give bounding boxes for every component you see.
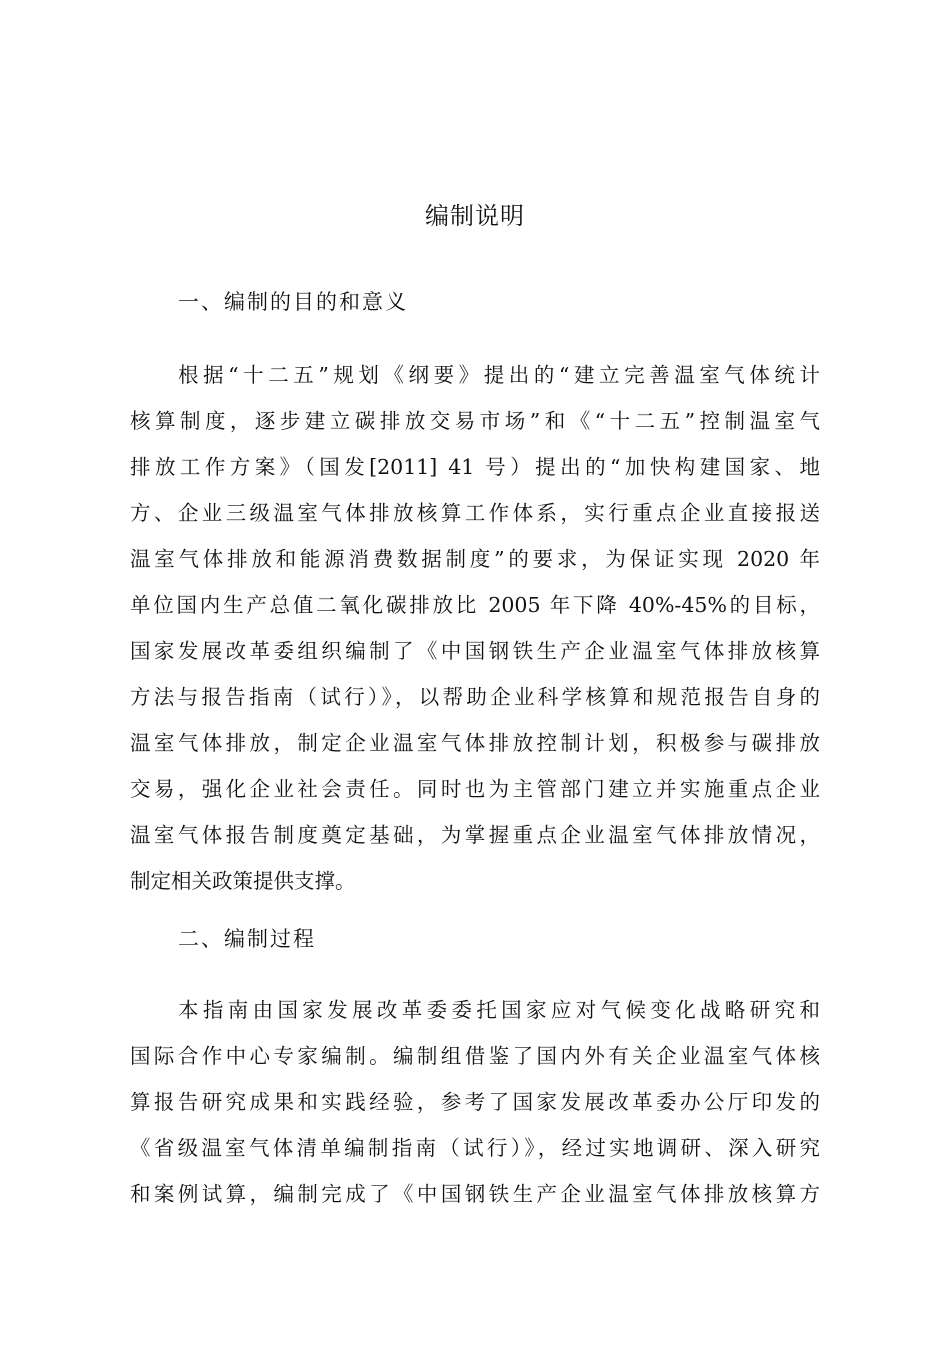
section-heading-purpose: 一、编制的目的和意义 bbox=[178, 290, 408, 314]
text-line: 方法与报告指南（试行）》，以帮助企业科学核算和规范报告自身的 bbox=[130, 685, 820, 709]
paragraph-purpose bbox=[130, 352, 820, 904]
section-heading-process: 二、编制过程 bbox=[178, 927, 316, 951]
text-line: 温室气体排放，制定企业温室气体排放控制计划，积极参与碳排放 bbox=[130, 731, 820, 755]
text-line: 单位国内生产总值二氧化碳排放比 2005 年下降 40%-45%的目标， bbox=[130, 593, 820, 617]
text-line: 核算制度，逐步建立碳排放交易市场”和《“十二五”控制温室气 bbox=[130, 409, 820, 433]
text-line: 制定相关政策提供支撑。 bbox=[130, 869, 356, 893]
text-line: 根据“十二五”规划《纲要》提出的“建立完善温室气体统计 bbox=[178, 363, 820, 387]
text-line: 国际合作中心专家编制。编制组借鉴了国内外有关企业温室气体核 bbox=[130, 1044, 820, 1068]
text-line: 和案例试算，编制完成了《中国钢铁生产企业温室气体排放核算方 bbox=[130, 1182, 820, 1206]
text-line: 方、企业三级温室气体排放核算工作体系，实行重点企业直接报送 bbox=[130, 501, 820, 525]
text-line: 本指南由国家发展改革委委托国家应对气候变化战略研究和 bbox=[178, 998, 820, 1022]
text-line: 国家发展改革委组织编制了《中国钢铁生产企业温室气体排放核算 bbox=[130, 639, 820, 663]
text-line: 温室气体报告制度奠定基础，为掌握重点企业温室气体排放情况， bbox=[130, 823, 820, 847]
text-line: 算报告研究成果和实践经验，参考了国家发展改革委办公厅印发的 bbox=[130, 1090, 820, 1114]
text-line: 交易，强化企业社会责任。同时也为主管部门建立并实施重点企业 bbox=[130, 777, 820, 801]
paragraph-process bbox=[130, 987, 820, 1217]
text-line: 温室气体排放和能源消费数据制度”的要求，为保证实现 2020 年 bbox=[130, 547, 820, 571]
text-line: 《省级温室气体清单编制指南（试行）》，经过实地调研、深入研究 bbox=[130, 1136, 820, 1160]
text-line: 排放工作方案》（国发[2011] 41 号）提出的“加快构建国家、地 bbox=[130, 455, 820, 479]
document-title: 编制说明 bbox=[425, 202, 525, 230]
